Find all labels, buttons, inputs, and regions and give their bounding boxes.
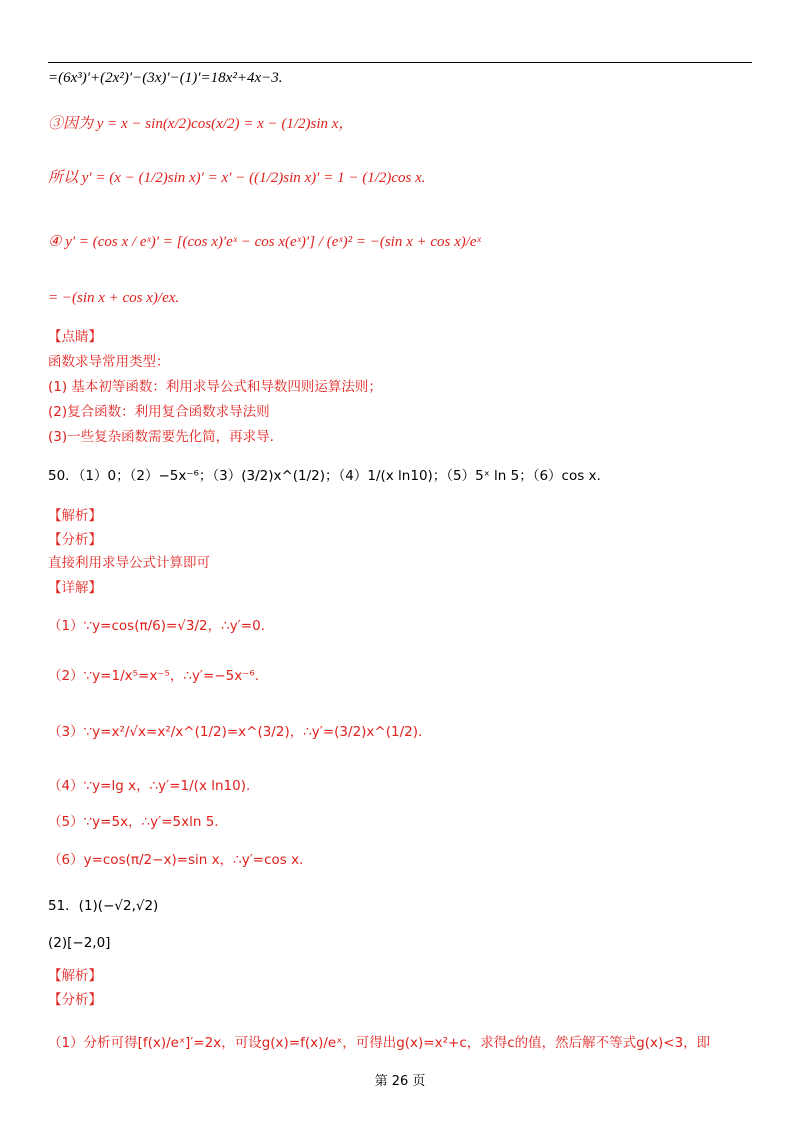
section-heading: 【详解】 (48, 580, 102, 596)
text-line: ④ y′ = (cos x / eˣ)′ = [(cos x)′eˣ − cos x(eˣ)′] / (eˣ)² = −(sin x + cos x)/eˣ (48, 234, 481, 250)
answer-line: (2)[−2,0] (48, 935, 111, 951)
header-rule (48, 62, 752, 63)
text-line: 所以 y′ = (x − (1/2)sin x)′ = x′ − ((1/2)sin x)′ = 1 − (1/2)cos x. (48, 170, 426, 186)
text-line: 直接利用求导公式计算即可 (48, 555, 210, 571)
answer-line: 50．（1）0；（2）−5x⁻⁶；（3）(3/2)x^(1/2)；（4）1/(x ln10)；（5）5ˣ ln 5；（6）cos x. (48, 468, 601, 484)
section-heading: 【分析】 (48, 992, 102, 1008)
section-heading: 【分析】 (48, 532, 102, 548)
text-line: （6）y=cos(π/2−x)=sin x，∴y′=cos x. (48, 852, 304, 868)
section-heading: 【解析】 (48, 508, 102, 524)
text-line: （2）∵y=1/x⁵=x⁻⁵，∴y′=−5x⁻⁶. (48, 668, 260, 684)
text-line: （1）∵y=cos(π/6)=√3/2，∴y′=0. (48, 618, 265, 634)
answer-line: 51．(1)(−√2,√2) (48, 898, 159, 914)
text-line: = −(sin x + cos x)/ex. (48, 290, 180, 306)
text-line: （4）∵y=lg x，∴y′=1/(x ln10). (48, 778, 251, 794)
text-line: （5）∵y=5x，∴y′=5xln 5. (48, 814, 219, 830)
text-line: （1）分析可得[f(x)/eˣ]′=2x，可设g(x)=f(x)/eˣ，可得出g(x)=x²+c，求得c的值，然后解不等式g(x)<3，即 (48, 1035, 711, 1051)
section-heading: 【点睛】 (48, 329, 102, 345)
text-line: （3）∵y=x²/√x=x²/x^(1/2)=x^(3/2)，∴y′=(3/2)x^(1/2). (48, 724, 423, 740)
text-line: 函数求导常用类型： (48, 354, 170, 370)
text-line: (2)复合函数：利用复合函数求导法则 (48, 404, 270, 420)
text-line: (1) 基本初等函数：利用求导公式和导数四则运算法则； (48, 379, 382, 395)
text-line: ③因为 y = x − sin(x/2)cos(x/2) = x − (1/2)sin x， (48, 116, 354, 132)
page-number: 第 26 页 (374, 1074, 426, 1089)
text-line: (3)一些复杂函数需要先化简，再求导. (48, 429, 274, 445)
section-heading: 【解析】 (48, 968, 102, 984)
text-line: =(6x³)′+(2x²)′−(3x)′−(1)′=18x²+4x−3. (48, 70, 283, 86)
